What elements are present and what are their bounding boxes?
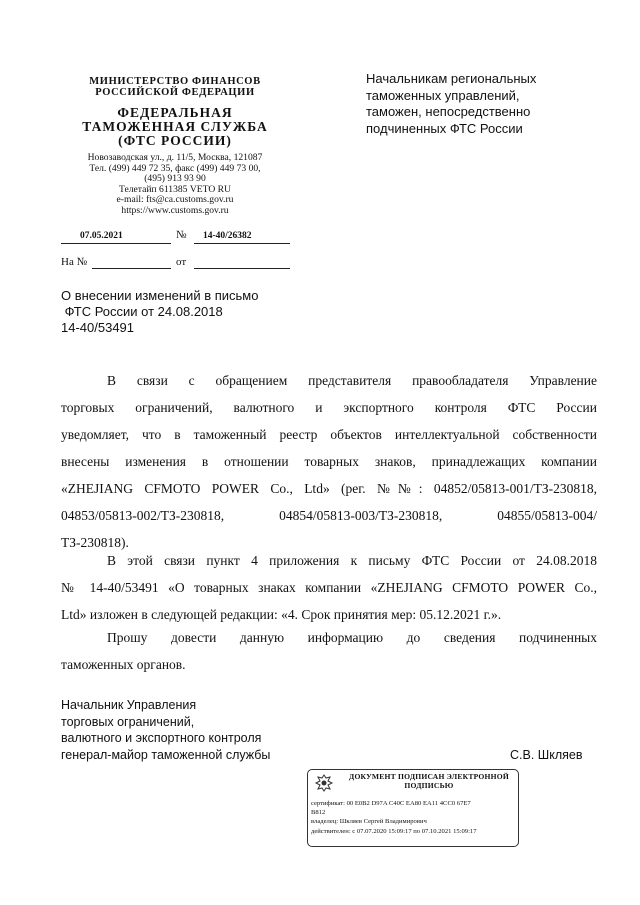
position-line: валютного и экспортного контроля <box>61 731 262 745</box>
subject-line: О внесении изменений в письмо <box>61 288 259 303</box>
stamp-certificate: сертификат: 00 E0B2 D97A C40C EA80 EA11 4CC0 67E7 <box>311 800 471 807</box>
address-line: (495) 913 93 90 <box>144 173 206 185</box>
number-sign: № <box>176 229 187 241</box>
recipient-line: Начальникам региональных <box>366 71 537 86</box>
ministry-line: МИНИСТЕРСТВО ФИНАНСОВ <box>89 76 261 87</box>
ref-label: На № <box>61 256 88 268</box>
body-paragraph-1 <box>61 367 597 556</box>
from-label: от <box>176 256 187 268</box>
address-line: https://www.customs.gov.ru <box>121 204 229 216</box>
subject <box>61 288 258 336</box>
address-line: Телетайп 611385 VETO RU <box>119 183 231 195</box>
body-line: 04853/05813-002/ТЗ-230818, 04854/05813-003/ТЗ-230818, 04855/05813-004/ <box>61 508 597 523</box>
body-line: уведомляет, что в таможенный реестр объектов интеллектуальной собственности <box>61 427 597 442</box>
date-underline <box>61 243 171 244</box>
body-line: ТЗ-230818). <box>61 535 129 550</box>
ref-underline <box>92 268 171 269</box>
body-line: В связи с обращением представителя правообладателя Управление <box>107 373 597 388</box>
body-line: торговых ограничений, валютного и экспортного контроля ФТС России <box>61 400 597 415</box>
address-line: Тел. (499) 449 72 35, факс (499) 449 73 00, <box>89 162 261 174</box>
stamp-certificate-cont: B812 <box>311 809 326 817</box>
position-line: генерал-майор таможенной службы <box>61 747 271 762</box>
stamp-owner: владелец: Шкляев Сергей Владимирович <box>311 818 427 826</box>
signatory-position <box>61 697 270 763</box>
from-underline <box>194 268 290 269</box>
body-line: Ltd» изложен в следующей редакции: «4. Срок принятия мер: 05.12.2021 г.». <box>61 607 502 622</box>
stamp-valid: действителен: с 07.07.2020 15:09:17 по 07.10.2021 15:09:17 <box>311 827 477 835</box>
sender-address <box>62 153 288 217</box>
service-line: ТАМОЖЕННАЯ СЛУЖБА <box>82 119 268 134</box>
ministry-line: РОССИЙСКОЙ ФЕДЕРАЦИИ <box>95 87 255 98</box>
service-line: (ФТС РОССИИ) <box>118 133 232 148</box>
stamp-title-line: ПОДПИСЬЮ <box>404 780 454 790</box>
address-line: Новозаводская ул., д. 11/5, Москва, 121087 <box>87 152 263 163</box>
service-line: ФЕДЕРАЛЬНАЯ <box>117 105 233 120</box>
registration-number: 14-40/26382 <box>203 231 252 241</box>
emblem-icon <box>312 773 336 793</box>
recipient-line: таможенных управлений, <box>366 87 520 103</box>
stamp-title <box>344 773 514 790</box>
address-line: e-mail: fts@ca.customs.gov.ru <box>116 194 234 206</box>
recipient <box>366 71 536 137</box>
service-name <box>70 106 280 148</box>
registration-date: 07.05.2021 <box>80 231 123 241</box>
ministry-name <box>70 76 280 98</box>
e-signature-stamp <box>307 769 519 847</box>
position-line: торговых ограничений, <box>61 714 195 729</box>
body-line: таможенных органов. <box>61 657 186 672</box>
body-paragraph-3 <box>61 624 597 678</box>
body-line: внесены изменения в отношении товарных знаков, принадлежащих компании <box>61 454 597 469</box>
subject-line: ФТС России от 24.08.2018 <box>61 304 223 319</box>
body-line: «ZHEJIANG CFMOTO POWER Co., Ltd» (рег. №№: 04852/05813-001/ТЗ-230818, <box>61 481 597 496</box>
body-paragraph-2 <box>61 547 597 628</box>
stamp-title-line: ДОКУМЕНТ ПОДПИСАН ЭЛЕКТРОННОЙ <box>349 772 509 781</box>
number-underline <box>194 243 290 244</box>
body-line: № 14-40/53491 «О товарных знаках компании «ZHEJIANG CFMOTO POWER Co., <box>61 580 597 595</box>
position-line: Начальник Управления <box>61 698 197 712</box>
body-line: В этой связи пункт 4 приложения к письму ФТС России от 24.08.2018 <box>107 553 597 568</box>
recipient-line: таможен, непосредственно <box>366 104 531 119</box>
signatory-name: С.В. Шкляев <box>510 748 583 762</box>
subject-line: 14-40/53491 <box>61 320 135 335</box>
recipient-line: подчиненных ФТС России <box>366 120 523 136</box>
stamp-details <box>311 799 515 836</box>
body-line: Прошу довести данную информацию до сведения подчиненных <box>107 630 597 645</box>
